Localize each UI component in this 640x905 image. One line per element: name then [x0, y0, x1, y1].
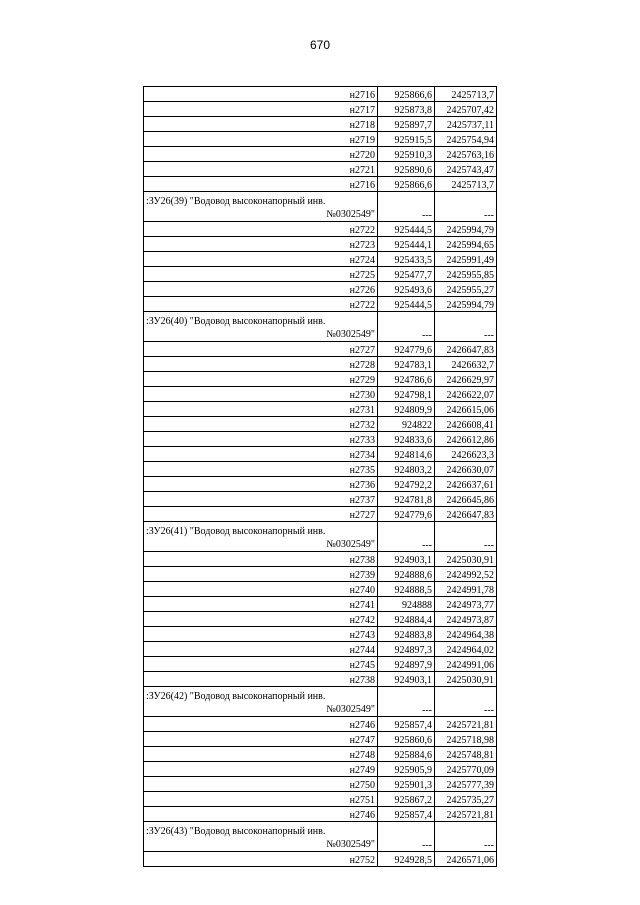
- section-title-line2: №0302549": [326, 704, 375, 715]
- table-row: [144, 357, 497, 372]
- table-row: [144, 417, 497, 432]
- table-row: [144, 102, 497, 117]
- y-coordinate-cell: 2425713,7: [435, 177, 497, 192]
- point-name-cell: н2742: [144, 612, 378, 627]
- table-row: [144, 447, 497, 462]
- point-name-cell: н2737: [144, 492, 378, 507]
- table-row: [144, 627, 497, 642]
- x-coordinate-cell: 925857,4: [378, 807, 435, 822]
- section-header-row: [144, 192, 497, 222]
- point-name-cell: н2747: [144, 732, 378, 747]
- x-coordinate-cell: 925444,5: [378, 222, 435, 237]
- table-row: [144, 807, 497, 822]
- table-row: [144, 387, 497, 402]
- x-coordinate-cell: 924903,1: [378, 672, 435, 687]
- page-number: 670: [309, 38, 331, 52]
- y-coordinate-cell: 2424973,87: [435, 612, 497, 627]
- table-row: [144, 762, 497, 777]
- x-coordinate-cell: 924883,8: [378, 627, 435, 642]
- section-title-line2: №0302549": [326, 839, 375, 850]
- x-coordinate-cell: 924888: [378, 597, 435, 612]
- y-coordinate-cell: 2425994,79: [435, 297, 497, 312]
- point-name-cell: н2722: [144, 222, 378, 237]
- y-coordinate-cell: 2425737,11: [435, 117, 497, 132]
- point-name-cell: н2745: [144, 657, 378, 672]
- point-name-cell: н2746: [144, 717, 378, 732]
- y-coordinate-cell: 2426647,83: [435, 342, 497, 357]
- x-coordinate-cell: 925867,2: [378, 792, 435, 807]
- coordinates-table: [143, 86, 497, 867]
- y-coordinate-cell: 2426630,07: [435, 462, 497, 477]
- y-coordinate-cell: 2426629,97: [435, 372, 497, 387]
- point-name-cell: н2716: [144, 177, 378, 192]
- y-coordinate-cell: 2424964,38: [435, 627, 497, 642]
- x-coordinate-cell: 924783,1: [378, 357, 435, 372]
- section-title-line1: :ЗУ26(40) "Водовод высоконапорный инв.: [146, 316, 326, 327]
- table-row: [144, 132, 497, 147]
- y-coordinate-cell: 2425991,49: [435, 252, 497, 267]
- y-coordinate-cell: 2425718,98: [435, 732, 497, 747]
- x-coordinate-cell: 925866,6: [378, 87, 435, 102]
- table-row: [144, 402, 497, 417]
- table-row: [144, 492, 497, 507]
- y-coordinate-cell: 2426608,41: [435, 417, 497, 432]
- y-coordinate-cell: 2424992,52: [435, 567, 497, 582]
- point-name-cell: н2743: [144, 627, 378, 642]
- point-name-cell: н2719: [144, 132, 378, 147]
- table-row: [144, 432, 497, 447]
- x-coordinate-cell: ---: [378, 522, 435, 552]
- y-coordinate-cell: 2424991,78: [435, 582, 497, 597]
- x-coordinate-cell: 925444,1: [378, 237, 435, 252]
- x-coordinate-cell: 924786,6: [378, 372, 435, 387]
- y-coordinate-cell: ---: [435, 312, 497, 342]
- x-coordinate-cell: 924781,8: [378, 492, 435, 507]
- point-name-cell: н2727: [144, 507, 378, 522]
- x-coordinate-cell: 924888,5: [378, 582, 435, 597]
- section-title-line2: №0302549": [326, 209, 375, 220]
- x-coordinate-cell: 924814,6: [378, 447, 435, 462]
- x-coordinate-cell: 925477,7: [378, 267, 435, 282]
- x-coordinate-cell: ---: [378, 687, 435, 717]
- section-title-line1: :ЗУ26(39) "Водовод высоконапорный инв.: [146, 196, 326, 207]
- point-name-cell: н2732: [144, 417, 378, 432]
- point-name-cell: н2721: [144, 162, 378, 177]
- section-title-line2: №0302549": [326, 539, 375, 550]
- y-coordinate-cell: 2425955,27: [435, 282, 497, 297]
- x-coordinate-cell: 925493,6: [378, 282, 435, 297]
- y-coordinate-cell: 2425721,81: [435, 717, 497, 732]
- y-coordinate-cell: 2426622,07: [435, 387, 497, 402]
- point-name-cell: н2734: [144, 447, 378, 462]
- table-row: [144, 552, 497, 567]
- x-coordinate-cell: 925873,8: [378, 102, 435, 117]
- y-coordinate-cell: 2425763,16: [435, 147, 497, 162]
- x-coordinate-cell: 925915,5: [378, 132, 435, 147]
- y-coordinate-cell: 2425754,94: [435, 132, 497, 147]
- table-row: [144, 147, 497, 162]
- y-coordinate-cell: 2426632,7: [435, 357, 497, 372]
- y-coordinate-cell: 2425743,47: [435, 162, 497, 177]
- table-row: [144, 717, 497, 732]
- section-header-row: [144, 687, 497, 717]
- y-coordinate-cell: 2425030,91: [435, 672, 497, 687]
- y-coordinate-cell: 2425748,81: [435, 747, 497, 762]
- x-coordinate-cell: 924897,3: [378, 642, 435, 657]
- x-coordinate-cell: ---: [378, 822, 435, 852]
- point-name-cell: н2728: [144, 357, 378, 372]
- table-row: [144, 582, 497, 597]
- table-row: [144, 117, 497, 132]
- point-name-cell: н2723: [144, 237, 378, 252]
- y-coordinate-cell: 2425707,42: [435, 102, 497, 117]
- table-row: [144, 252, 497, 267]
- section-title-line1: :ЗУ26(43) "Водовод высоконапорный инв.: [146, 826, 326, 837]
- point-name-cell: н2750: [144, 777, 378, 792]
- x-coordinate-cell: 924798,1: [378, 387, 435, 402]
- point-name-cell: н2741: [144, 597, 378, 612]
- x-coordinate-cell: 925444,5: [378, 297, 435, 312]
- table-row: [144, 567, 497, 582]
- point-name-cell: н2722: [144, 297, 378, 312]
- y-coordinate-cell: 2425030,91: [435, 552, 497, 567]
- table-row: [144, 777, 497, 792]
- table-row: [144, 477, 497, 492]
- table-row: [144, 372, 497, 387]
- x-coordinate-cell: 925866,6: [378, 177, 435, 192]
- point-name-cell: н2733: [144, 432, 378, 447]
- point-name-cell: н2718: [144, 117, 378, 132]
- table-row: [144, 657, 497, 672]
- point-name-cell: н2726: [144, 282, 378, 297]
- x-coordinate-cell: ---: [378, 192, 435, 222]
- point-name-cell: н2744: [144, 642, 378, 657]
- x-coordinate-cell: 924779,6: [378, 342, 435, 357]
- y-coordinate-cell: ---: [435, 522, 497, 552]
- y-coordinate-cell: 2424973,77: [435, 597, 497, 612]
- x-coordinate-cell: 924792,2: [378, 477, 435, 492]
- table-row: [144, 282, 497, 297]
- x-coordinate-cell: 925433,5: [378, 252, 435, 267]
- point-name-cell: н2731: [144, 402, 378, 417]
- x-coordinate-cell: 925857,4: [378, 717, 435, 732]
- x-coordinate-cell: 924897,9: [378, 657, 435, 672]
- section-title-cell: [144, 822, 378, 852]
- section-title-line2: №0302549": [326, 329, 375, 340]
- table-row: [144, 342, 497, 357]
- section-title-line1: :ЗУ26(41) "Водовод высоконапорный инв.: [146, 526, 326, 537]
- table-row: [144, 747, 497, 762]
- point-name-cell: н2748: [144, 747, 378, 762]
- x-coordinate-cell: 925905,9: [378, 762, 435, 777]
- point-name-cell: н2738: [144, 552, 378, 567]
- x-coordinate-cell: 925910,3: [378, 147, 435, 162]
- y-coordinate-cell: 2426571,06: [435, 852, 497, 867]
- y-coordinate-cell: 2426645,86: [435, 492, 497, 507]
- section-title-line1: :ЗУ26(42) "Водовод высоконапорный инв.: [146, 691, 326, 702]
- section-header-row: [144, 312, 497, 342]
- y-coordinate-cell: ---: [435, 192, 497, 222]
- y-coordinate-cell: 2425721,81: [435, 807, 497, 822]
- point-name-cell: н2752: [144, 852, 378, 867]
- table-row: [144, 297, 497, 312]
- table-row: [144, 87, 497, 102]
- table-row: [144, 237, 497, 252]
- table-row: [144, 177, 497, 192]
- point-name-cell: н2727: [144, 342, 378, 357]
- point-name-cell: н2717: [144, 102, 378, 117]
- point-name-cell: н2720: [144, 147, 378, 162]
- coordinates-table-body: [144, 87, 497, 867]
- table-row: [144, 597, 497, 612]
- point-name-cell: н2716: [144, 87, 378, 102]
- section-header-row: [144, 522, 497, 552]
- point-name-cell: н2730: [144, 387, 378, 402]
- y-coordinate-cell: 2425770,09: [435, 762, 497, 777]
- y-coordinate-cell: 2424991,06: [435, 657, 497, 672]
- x-coordinate-cell: ---: [378, 312, 435, 342]
- section-title-cell: [144, 687, 378, 717]
- point-name-cell: н2736: [144, 477, 378, 492]
- table-row: [144, 672, 497, 687]
- point-name-cell: н2740: [144, 582, 378, 597]
- point-name-cell: н2739: [144, 567, 378, 582]
- x-coordinate-cell: 924803,2: [378, 462, 435, 477]
- table-row: [144, 612, 497, 627]
- table-row: [144, 792, 497, 807]
- point-name-cell: н2749: [144, 762, 378, 777]
- y-coordinate-cell: 2425713,7: [435, 87, 497, 102]
- x-coordinate-cell: 924779,6: [378, 507, 435, 522]
- table-row: [144, 732, 497, 747]
- y-coordinate-cell: 2425994,65: [435, 237, 497, 252]
- table-row: [144, 507, 497, 522]
- y-coordinate-cell: ---: [435, 822, 497, 852]
- y-coordinate-cell: 2426647,83: [435, 507, 497, 522]
- section-header-row: [144, 822, 497, 852]
- x-coordinate-cell: 924888,6: [378, 567, 435, 582]
- x-coordinate-cell: 925890,6: [378, 162, 435, 177]
- x-coordinate-cell: 925901,3: [378, 777, 435, 792]
- point-name-cell: н2729: [144, 372, 378, 387]
- y-coordinate-cell: 2426612,86: [435, 432, 497, 447]
- y-coordinate-cell: 2426623,3: [435, 447, 497, 462]
- point-name-cell: н2725: [144, 267, 378, 282]
- x-coordinate-cell: 924884,4: [378, 612, 435, 627]
- table-row: [144, 222, 497, 237]
- x-coordinate-cell: 925897,7: [378, 117, 435, 132]
- x-coordinate-cell: 924809,9: [378, 402, 435, 417]
- x-coordinate-cell: 924903,1: [378, 552, 435, 567]
- point-name-cell: н2724: [144, 252, 378, 267]
- y-coordinate-cell: ---: [435, 687, 497, 717]
- point-name-cell: н2746: [144, 807, 378, 822]
- y-coordinate-cell: 2426615,06: [435, 402, 497, 417]
- y-coordinate-cell: 2424964,02: [435, 642, 497, 657]
- y-coordinate-cell: 2425777,39: [435, 777, 497, 792]
- y-coordinate-cell: 2425994,79: [435, 222, 497, 237]
- table-row: [144, 462, 497, 477]
- point-name-cell: н2738: [144, 672, 378, 687]
- y-coordinate-cell: 2425955,85: [435, 267, 497, 282]
- x-coordinate-cell: 924822: [378, 417, 435, 432]
- section-title-cell: [144, 192, 378, 222]
- section-title-cell: [144, 522, 378, 552]
- x-coordinate-cell: 924833,6: [378, 432, 435, 447]
- table-row: [144, 642, 497, 657]
- point-name-cell: н2735: [144, 462, 378, 477]
- y-coordinate-cell: 2425735,27: [435, 792, 497, 807]
- table-row: [144, 852, 497, 867]
- point-name-cell: н2751: [144, 792, 378, 807]
- x-coordinate-cell: 924928,5: [378, 852, 435, 867]
- x-coordinate-cell: 925884,6: [378, 747, 435, 762]
- table-row: [144, 162, 497, 177]
- section-title-cell: [144, 312, 378, 342]
- y-coordinate-cell: 2426637,61: [435, 477, 497, 492]
- table-row: [144, 267, 497, 282]
- x-coordinate-cell: 925860,6: [378, 732, 435, 747]
